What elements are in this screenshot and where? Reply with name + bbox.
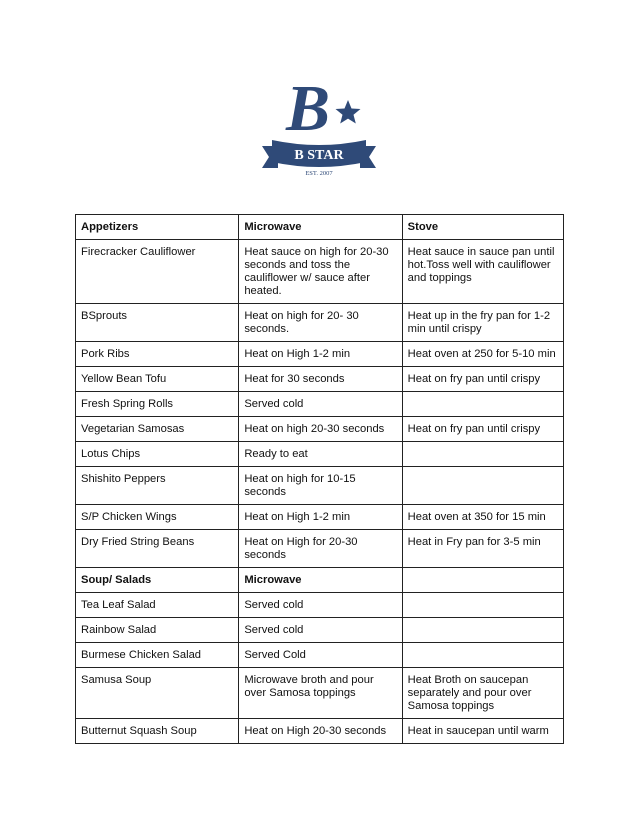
stove-cell — [402, 442, 563, 467]
microwave-cell: Heat for 30 seconds — [239, 367, 402, 392]
logo-est: EST. 2007 — [305, 170, 333, 177]
microwave-cell: Heat on high for 10-15 seconds — [239, 467, 402, 505]
stove-cell: Heat up in the fry pan for 1-2 min until crispy — [402, 304, 563, 342]
microwave-cell: Heat on High for 20-30 seconds — [239, 530, 402, 568]
item-name-cell: Dry Fried String Beans — [76, 530, 239, 568]
table-row — [76, 593, 564, 618]
microwave-cell: Heat on High 20-30 seconds — [239, 719, 402, 744]
item-name-cell: Burmese Chicken Salad — [76, 643, 239, 668]
header-cell — [402, 568, 563, 593]
header-cell: Appetizers — [76, 215, 239, 240]
logo-name: B STAR — [294, 148, 344, 163]
table-row — [76, 304, 564, 342]
table-row — [76, 342, 564, 367]
b-star-logo-graphic — [258, 74, 380, 178]
item-name-cell: BSprouts — [76, 304, 239, 342]
stove-cell: Heat oven at 250 for 5-10 min — [402, 342, 563, 367]
item-name-cell: Yellow Bean Tofu — [76, 367, 239, 392]
table-row — [76, 668, 564, 719]
item-name-cell: Butternut Squash Soup — [76, 719, 239, 744]
table-row — [76, 442, 564, 467]
item-name-cell: Samusa Soup — [76, 668, 239, 719]
table-header-row — [76, 215, 564, 240]
star-icon — [336, 100, 361, 124]
table-row — [76, 643, 564, 668]
table-row — [76, 392, 564, 417]
stove-cell — [402, 593, 563, 618]
item-name-cell: Vegetarian Samosas — [76, 417, 239, 442]
table-row — [76, 240, 564, 304]
table-row — [76, 467, 564, 505]
table-row — [76, 618, 564, 643]
microwave-cell: Heat on High 1-2 min — [239, 342, 402, 367]
table-row — [76, 367, 564, 392]
b-star-logo — [258, 74, 380, 178]
stove-cell — [402, 618, 563, 643]
header-cell: Microwave — [239, 215, 402, 240]
microwave-cell: Heat on High 1-2 min — [239, 505, 402, 530]
microwave-cell: Microwave broth and pour over Samosa toppings — [239, 668, 402, 719]
item-name-cell: S/P Chicken Wings — [76, 505, 239, 530]
table-header-row — [76, 568, 564, 593]
item-name-cell: Tea Leaf Salad — [76, 593, 239, 618]
microwave-cell: Served Cold — [239, 643, 402, 668]
stove-cell — [402, 392, 563, 417]
stove-cell: Heat on fry pan until crispy — [402, 367, 563, 392]
stove-cell: Heat oven at 350 for 15 min — [402, 505, 563, 530]
item-name-cell: Fresh Spring Rolls — [76, 392, 239, 417]
item-name-cell: Pork Ribs — [76, 342, 239, 367]
stove-cell — [402, 643, 563, 668]
item-name-cell: Shishito Peppers — [76, 467, 239, 505]
microwave-cell: Served cold — [239, 392, 402, 417]
stove-cell: Heat in Fry pan for 3-5 min — [402, 530, 563, 568]
reheating-instructions-table — [75, 214, 564, 744]
item-name-cell: Firecracker Cauliflower — [76, 240, 239, 304]
item-name-cell: Lotus Chips — [76, 442, 239, 467]
stove-cell: Heat Broth on saucepan separately and pour over Samosa toppings — [402, 668, 563, 719]
stove-cell: Heat in saucepan until warm — [402, 719, 563, 744]
table-row — [76, 505, 564, 530]
header-cell: Stove — [402, 215, 563, 240]
table-row — [76, 530, 564, 568]
stove-cell — [402, 467, 563, 505]
table-row — [76, 719, 564, 744]
table-row — [76, 417, 564, 442]
stove-cell: Heat on fry pan until crispy — [402, 417, 563, 442]
microwave-cell: Heat on high for 20- 30 seconds. — [239, 304, 402, 342]
logo-letter: B — [285, 74, 331, 145]
item-name-cell: Rainbow Salad — [76, 618, 239, 643]
header-cell: Microwave — [239, 568, 402, 593]
microwave-cell: Heat sauce on high for 20-30 seconds and toss the cauliflower w/ sauce after heated. — [239, 240, 402, 304]
header-cell: Soup/ Salads — [76, 568, 239, 593]
microwave-cell: Ready to eat — [239, 442, 402, 467]
stove-cell: Heat sauce in sauce pan until hot.Toss well with cauliflower and toppings — [402, 240, 563, 304]
microwave-cell: Served cold — [239, 618, 402, 643]
microwave-cell: Heat on high 20-30 seconds — [239, 417, 402, 442]
table-body — [76, 215, 564, 744]
microwave-cell: Served cold — [239, 593, 402, 618]
